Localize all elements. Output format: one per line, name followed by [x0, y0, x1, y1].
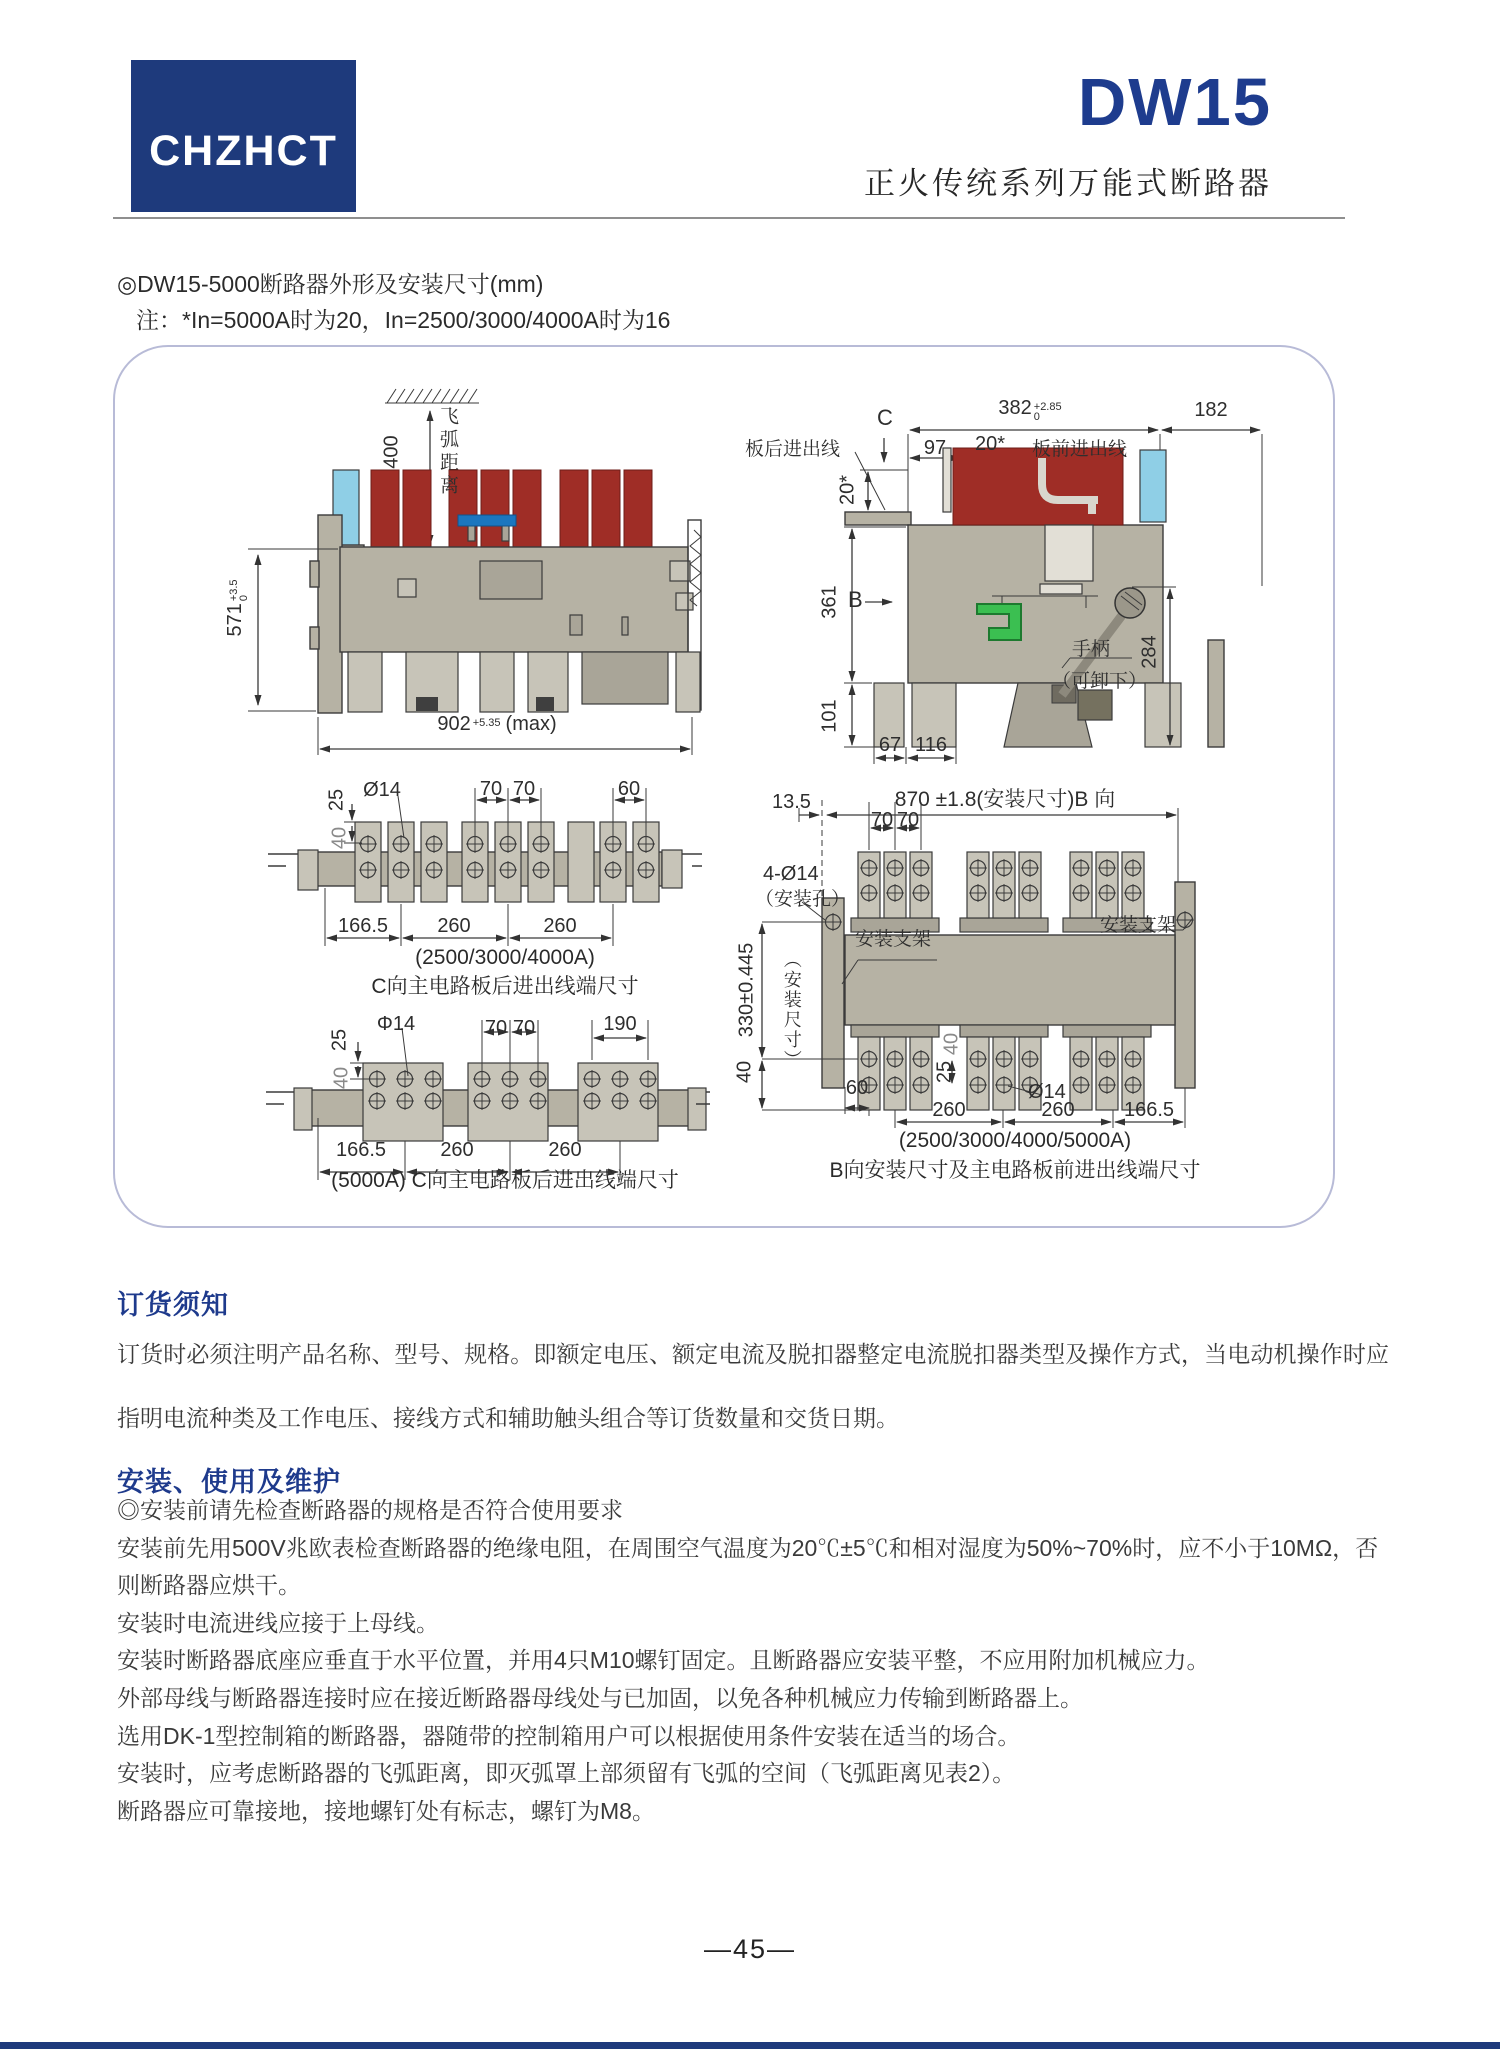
dim-116: 116: [915, 734, 947, 756]
dim-40a-mount: 40: [733, 1060, 756, 1084]
dim-70a: 70: [479, 778, 503, 800]
bottom-terminals: [851, 1025, 1151, 1110]
ordering-section-title: 订货须知: [117, 1290, 229, 1320]
brand-logo-text: CHZHCT: [149, 127, 338, 175]
figure-title: ◎DW15-5000断路器外形及安装尺寸(mm): [117, 271, 544, 297]
dim-330-note: （安装尺寸）: [781, 950, 802, 1070]
dim-25: 25: [325, 788, 348, 812]
view-label-b: B: [848, 587, 863, 612]
installation-line: 安装前先用500V兆欧表检查断路器的绝缘电阻，在周围空气温度为20℃±5℃和相对湿度为50%~70%时，应不小于10MΩ，否: [117, 1534, 1379, 1561]
caption-models: (2500/3000/4000A): [415, 946, 595, 969]
installation-line: 则断路器应烘干。: [117, 1572, 301, 1599]
installation-line: 外部母线与断路器连接时应在接近断路器母线处与已加固，以免各种机械应力传输到断路器上。: [117, 1684, 1083, 1711]
dim-70b-5000: 70: [512, 1017, 536, 1039]
caption-5000: (5000A) C向主电路板后进出线端尺寸: [331, 1169, 679, 1192]
dim-361: 361: [818, 585, 841, 619]
dim-260a: 260: [437, 915, 471, 937]
breaker-feet-front: [348, 652, 700, 712]
dim-182: 182: [1194, 399, 1228, 421]
dim-70b: 70: [512, 778, 536, 800]
dim-166-5000: 166.5: [335, 1139, 387, 1161]
installation-line: 安装时电流进线应接于上母线。: [117, 1609, 439, 1636]
mounting-holes-note: （安装孔）: [755, 889, 851, 910]
dim-260b-mount: 260: [1041, 1099, 1075, 1121]
terminal-block-blue-side: [1140, 450, 1166, 522]
dim-20-top: 20*: [974, 433, 1006, 455]
installation-line: 安装时断路器底座应垂直于水平位置，并用4只M10螺钉固定。且断路器应安装平整，不应用附加机械应力。: [117, 1647, 1210, 1674]
installation-section-body: [117, 1492, 1417, 1830]
dim-166: 166.5: [337, 915, 389, 937]
caption-models-mount: (2500/3000/4000/5000A): [898, 1129, 1132, 1152]
dim-190: 190: [603, 1013, 637, 1035]
dim-dia14-5000: Φ14: [376, 1013, 416, 1035]
caption-mount-view: B向安装尺寸及主电路板前进出线端尺寸: [829, 1159, 1201, 1182]
dim-101: 101: [818, 699, 841, 733]
arc-chutes: [371, 470, 652, 552]
bracket-label-left: 安装支架: [855, 929, 932, 950]
series-subtitle: 正火传统系列万能式断路器: [864, 166, 1272, 201]
installation-line: 安装时，应考虑断路器的飞弧距离，即灭弧罩上部须留有飞弧的空间（飞弧距离见表2）。: [117, 1760, 1016, 1787]
installation-line: 选用DK-1型控制箱的断路器，器随带的控制箱用户可以根据使用条件安装在适当的场合。: [117, 1722, 1021, 1749]
dim-870: 870 ±1.8(安装尺寸)B 向: [894, 788, 1116, 811]
handle-note: （可卸下）: [1052, 671, 1148, 692]
page-number: —45—: [703, 1934, 797, 1964]
dim-40b-mount: 40: [940, 1032, 963, 1056]
view-label-c: C: [877, 405, 893, 430]
handle-label: 手柄: [1072, 639, 1111, 660]
arc-distance-label: 飞弧距离: [436, 406, 458, 498]
dim-70b-mount: 70: [896, 809, 920, 831]
dim-330: 330±0.445: [735, 942, 758, 1038]
dim-13-5: 13.5: [772, 791, 811, 813]
dim-97: 97: [923, 437, 947, 459]
front-wiring-label: 板前进出线: [1032, 439, 1128, 460]
header-divider: [113, 217, 1345, 219]
dim-70a-mount: 70: [870, 809, 894, 831]
dim-260b: 260: [543, 915, 577, 937]
ordering-section-body: 订货时必须注明产品名称、型号、规格。即额定电压、额定电流及脱扣器整定电流脱扣器类型及操作方式，当电动机操作时应指明电流种类及工作电压、接线方式和辅助触头组合等订货数量和交货日期。: [117, 1341, 1389, 1431]
dim-571: 571 +3.5 0: [224, 579, 250, 637]
dim-40: 40: [328, 826, 351, 850]
dim-284: 284: [1138, 635, 1161, 669]
page-title: DW15: [1077, 65, 1272, 140]
figure-note: 注：*In=5000A时为20，In=2500/3000/4000A时为16: [136, 307, 671, 333]
dim-25-mount: 25: [933, 1060, 956, 1084]
dim-260a-5000: 260: [440, 1139, 474, 1161]
breaker-body-side: [845, 448, 1224, 747]
installation-line: ◎安装前请先检查断路器的规格是否符合使用要求: [117, 1497, 623, 1523]
dim-20-left: 20*: [836, 474, 859, 506]
dim-70a-5000: 70: [484, 1017, 508, 1039]
dim-902: 902 +5.35 (max): [437, 713, 557, 735]
dim-67: 67: [878, 734, 902, 756]
rear-terminal-drawing: [240, 780, 710, 1008]
installation-line: 断路器应可靠接地，接地螺钉处有标志，螺钉为M8。: [117, 1797, 655, 1824]
mounting-holes-label: 4-Ø14: [763, 863, 819, 885]
rear-wiring-label: 板后进出线: [745, 439, 841, 460]
dim-260b-5000: 260: [548, 1139, 582, 1161]
dim-60-mount: 60: [845, 1077, 869, 1099]
dim-60: 60: [617, 778, 641, 800]
brand-logo: [131, 60, 356, 212]
dim-166-mount: 166.5: [1123, 1099, 1175, 1121]
dim-260a-mount: 260: [932, 1099, 966, 1121]
dim-dia14: Ø14: [363, 779, 401, 801]
dim-25-5000: 25: [328, 1028, 351, 1052]
bracket-label-right: 安装支架: [1100, 915, 1177, 936]
footer-bar: [0, 2042, 1500, 2049]
caption-rear-view: C向主电路板后进出线端尺寸: [371, 975, 639, 998]
installation-section-title: 安装、使用及维护: [117, 1467, 341, 1497]
dim-400: 400: [380, 435, 403, 469]
dim-dia14-mount: Ø14: [1028, 1081, 1066, 1103]
dim-40-5000: 40: [330, 1066, 353, 1090]
dim-382: 382 +2.85 0: [998, 397, 1062, 423]
